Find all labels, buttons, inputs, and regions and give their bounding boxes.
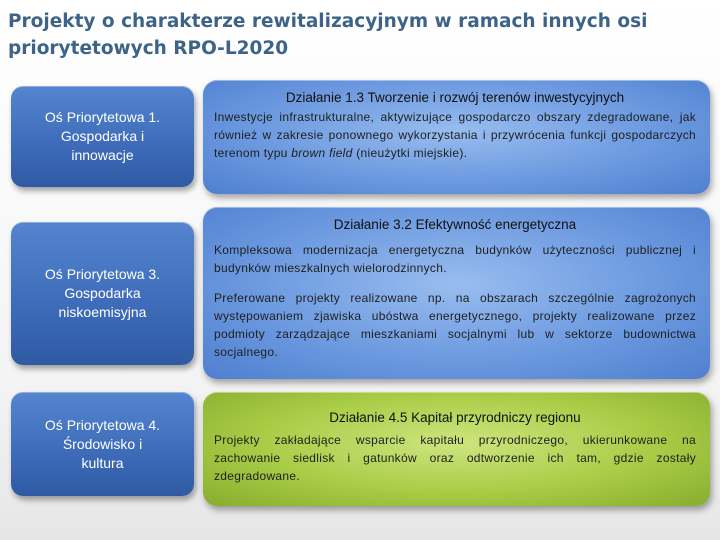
action-1-3-description (214, 108, 696, 162)
action-3-2-description-1: Kompleksowa modernizacja energetyczna budynków użyteczności publicznej i budynków mieszkalnych wielorodzinnych. (214, 243, 696, 275)
priority-axis-3-box (11, 222, 194, 365)
priority-axis-3-line1: Oś Priorytetowa 3. (44, 266, 161, 282)
action-4-5-description: Projekty zakładające wsparcie kapitału przyrodniczego, ukierunkowane na zachowanie siedlisk i gatunków oraz odtworzenie ich tam, gdzie zostały zdegradowane. (214, 433, 696, 483)
action-1-3-panel (203, 80, 710, 194)
priority-axis-4-line1: Oś Priorytetowa 4. (44, 416, 161, 433)
priority-axis-4-line2: Środowisko i (62, 435, 143, 452)
action-1-3-text-part1: Inwestycje infrastrukturalne, aktywizujące gospodarczo obszary zdegradowane, jak również w zakresie ponownego wykorzystania i przywrócenia funkcji gospodarczych terenom typu (214, 110, 696, 160)
action-3-2-panel (203, 207, 710, 379)
priority-axis-1-line1: Oś Priorytetowa 1. (44, 109, 161, 125)
action-4-5-title: Działanie 4.5 Kapitał przyrodniczy regionu (329, 410, 581, 425)
action-3-2-description-2: Preferowane projekty realizowane np. na obszarach szczególnie zagrożonych występowaniem zjawiska ubóstwa energetycznego, projekty realizowane przez podmioty zarządzające mieszkaniami socjalnymi lub w sektorze budownictwa socjalnego. (214, 291, 696, 359)
priority-axis-3-line3: niskoemisyjna (58, 304, 147, 320)
action-3-2-title: Działanie 3.2 Efektywność energetyczna (333, 217, 577, 232)
action-1-3-title: Działanie 1.3 Tworzenie i rozwój terenów inwestycyjnych (285, 90, 625, 105)
priority-axis-4-box (11, 392, 194, 496)
priority-axis-1-box (11, 86, 194, 187)
action-1-3-text-part2: (nieużytki miejskie). (352, 146, 468, 160)
priority-axis-1-line3: innowacje (71, 147, 134, 163)
priority-axis-4-label (45, 416, 160, 473)
priority-axis-1-line2: Gospodarka i (60, 128, 145, 144)
page-title: Projekty o charakterze rewitalizacyjnym w ramach innych osi priorytetowych RPO-L2020 (8, 11, 648, 59)
priority-axis-1-label (45, 108, 160, 165)
priority-axis-4-line3: kultura (81, 454, 124, 471)
action-4-5-panel (203, 392, 710, 506)
priority-axis-3-line2: Gospodarka (64, 285, 141, 301)
priority-axis-3-label (45, 265, 160, 322)
action-1-3-text-italic: brown field (291, 146, 353, 160)
